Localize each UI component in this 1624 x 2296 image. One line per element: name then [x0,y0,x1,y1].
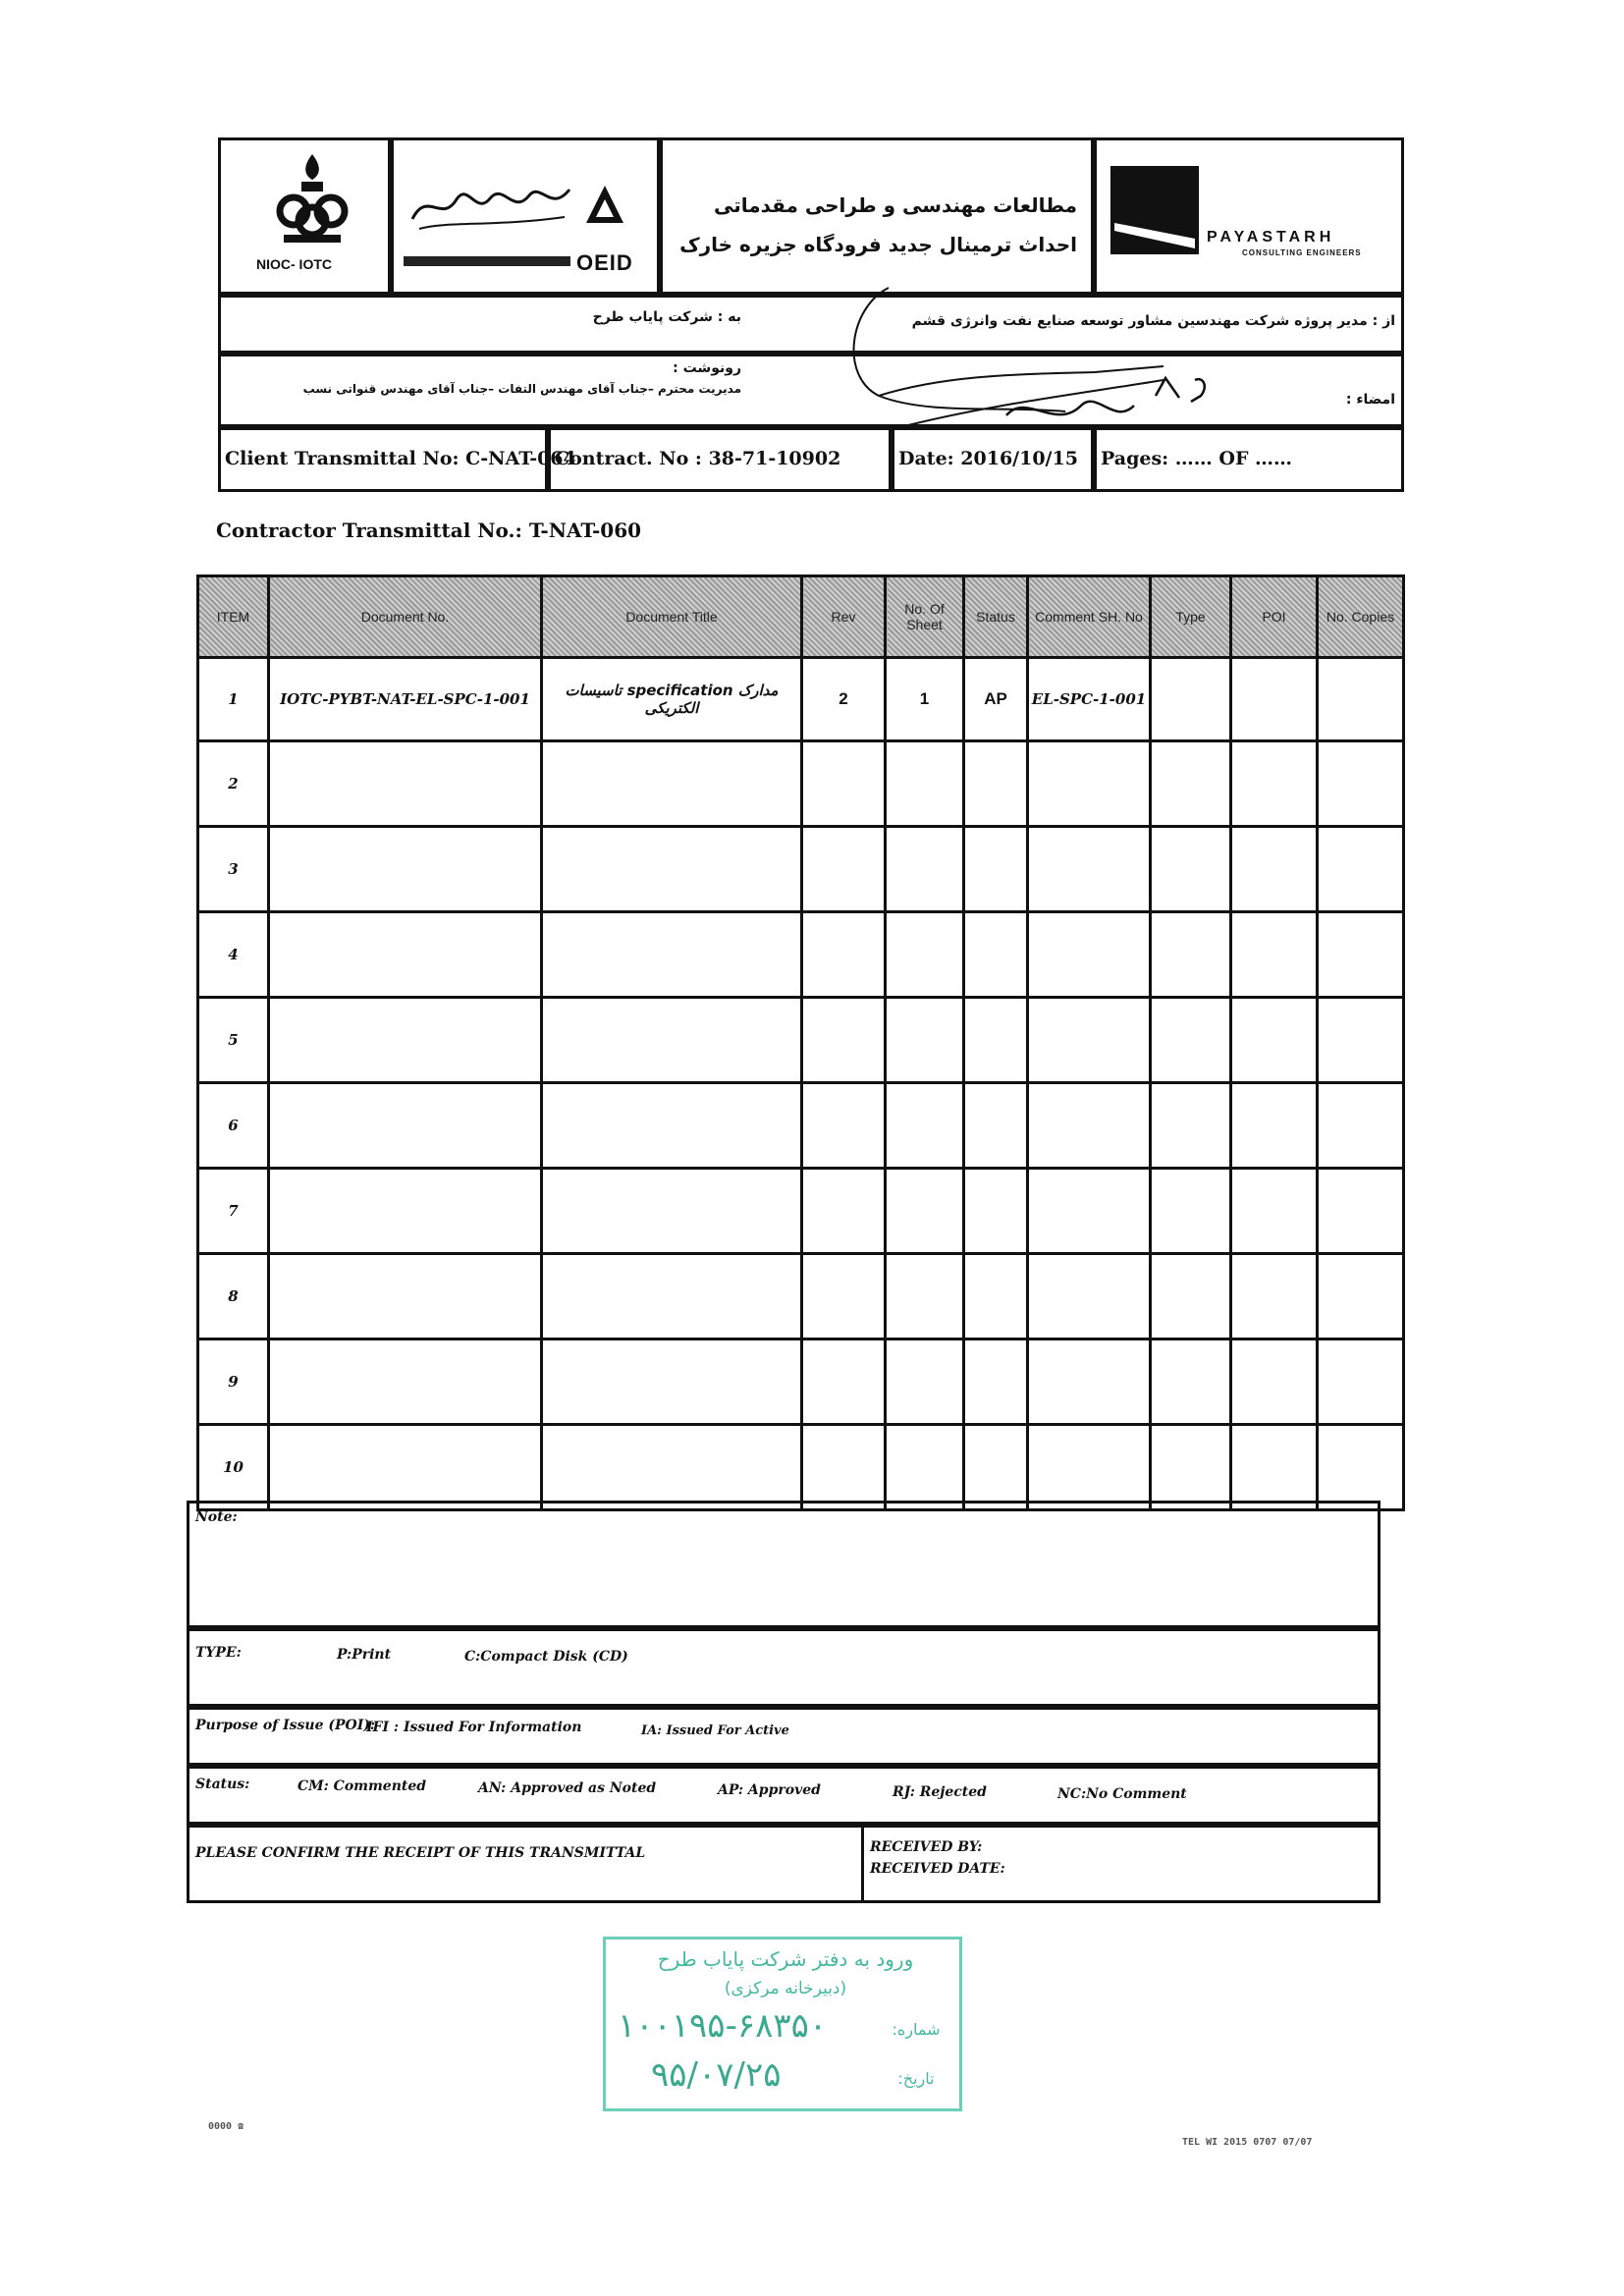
oeid-label: OEID [576,250,633,275]
table-row [198,1425,1404,1510]
oeid-triangle-icon [584,184,625,225]
receipt-stamp [603,1937,962,2111]
cell-type [1151,1339,1231,1425]
cell-title [542,1169,802,1254]
table-row [198,912,1404,998]
cell-rev [802,1169,886,1254]
type-print: P:Print [337,1647,392,1663]
cell-status [964,1169,1028,1254]
oeid-calligraphy-icon [407,170,574,239]
cell-doc-no [269,1425,542,1510]
cell-comment [1028,1083,1151,1169]
cell-type [1151,1169,1231,1254]
status-nc: NC:No Comment [1057,1786,1187,1802]
col-sheets: No. Of Sheet [886,576,964,658]
client-transmittal-cell [218,427,576,492]
transmittal-date: Date: 2016/10/15 [898,448,1078,469]
cell-rev [802,1425,886,1510]
cell-copies [1318,741,1404,827]
table-row [198,1339,1404,1425]
col-document-no: Document No. [269,576,542,658]
cell-poi [1231,998,1318,1083]
confirm-box [187,1825,864,1903]
cell-title [542,1339,802,1425]
cell-sheets [886,1339,964,1425]
cell-doc-no [269,1339,542,1425]
contractor-transmittal-no: Contractor Transmittal No.: T-NAT-060 [216,519,642,542]
cell-doc-no [269,912,542,998]
cell-title [542,1254,802,1339]
cell-doc-no: IOTC-PYBT-NAT-EL-SPC-1-001 [269,658,542,741]
oeid-banner-strip [404,256,570,266]
table-row [198,1169,1404,1254]
type-label: TYPE: [195,1645,242,1661]
col-copies: No. Copies [1318,576,1404,658]
cell-sheets [886,1254,964,1339]
col-rev: Rev [802,576,886,658]
cell-copies [1318,658,1404,741]
client-transmittal-no: Client Transmittal No: C-NAT-064 [225,448,576,469]
cell-poi [1231,827,1318,912]
table-row [198,1254,1404,1339]
col-type: Type [1151,576,1231,658]
table-row [198,998,1404,1083]
cell-type [1151,1254,1231,1339]
note-box [187,1501,1380,1628]
pages-cell [1094,427,1404,492]
cell-doc-no [269,1254,542,1339]
cell-sheets [886,1083,964,1169]
cell-type [1151,912,1231,998]
cell-sheets [886,998,964,1083]
cell-doc-no [269,998,542,1083]
to-field: به : شرکت پایاب طرح [592,309,741,325]
project-title: مطالعات مهندسی و طراحی مقدماتی احداث ترمینال جدید فرودگاه جزیره خارک [679,193,1077,256]
cell-rev [802,912,886,998]
cell-title [542,827,802,912]
cell-rev [802,1083,886,1169]
cell-comment: EL-SPC-1-001 [1028,658,1151,741]
cell-copies [1318,1169,1404,1254]
pages-count: Pages: …… OF …… [1101,448,1293,469]
cell-title [542,1425,802,1510]
received-by: RECEIVED BY: [870,1839,983,1855]
confirm-text: PLEASE CONFIRM THE RECEIPT OF THIS TRANSMITTAL [195,1845,646,1861]
col-comment-sheet: Comment SH. No [1028,576,1151,658]
nioc-logo-icon [272,150,352,260]
cc-label: رونوشت : [673,360,741,376]
stamp-date-label: تاریخ: [897,2069,935,2088]
cell-poi [1231,741,1318,827]
cell-type [1151,1425,1231,1510]
note-label: Note: [195,1509,238,1525]
cell-item: 6 [198,1083,269,1169]
cell-comment [1028,1254,1151,1339]
cell-sheets [886,741,964,827]
cell-rev [802,827,886,912]
col-status: Status [964,576,1028,658]
cell-sheets [886,1169,964,1254]
cell-sheets: 1 [886,658,964,741]
cell-item: 2 [198,741,269,827]
cell-comment [1028,998,1151,1083]
transmittal-header [218,137,1404,501]
cell-rev [802,998,886,1083]
status-ap: AP: Approved [718,1782,821,1798]
stamp-number-label: شماره: [892,2020,941,2039]
col-poi: POI [1231,576,1318,658]
cell-title [542,741,802,827]
stamp-number: ۱۰۰۱۹۵-۶۸۳۵۰ [618,2006,828,2046]
cell-status [964,998,1028,1083]
cell-comment [1028,1339,1151,1425]
cell-doc-no [269,827,542,912]
poi-ifi: IFI : Issued For Information [366,1720,582,1735]
cell-title: مدارک specification تاسیسات الکتریکی [542,658,802,741]
oeid-logo-cell [391,137,660,295]
cell-item: 5 [198,998,269,1083]
cell-doc-no [269,1083,542,1169]
date-cell [892,427,1094,492]
cell-poi [1231,912,1318,998]
poi-row [187,1707,1380,1766]
cell-status [964,1083,1028,1169]
cell-sheets [886,912,964,998]
cell-comment [1028,1169,1151,1254]
table-row [198,1083,1404,1169]
col-item: ITEM [198,576,269,658]
type-cd: C:Compact Disk (CD) [464,1649,628,1665]
status-rj: RJ: Rejected [893,1784,987,1800]
table-header-row [198,576,1404,658]
type-row [187,1628,1380,1707]
cell-poi [1231,1083,1318,1169]
table-row [198,827,1404,912]
cell-comment [1028,741,1151,827]
cell-status [964,1339,1028,1425]
nioc-label: NIOC- IOTC [256,256,332,272]
cell-comment [1028,827,1151,912]
cell-rev [802,741,886,827]
cell-item: 1 [198,658,269,741]
status-cm: CM: Commented [298,1778,427,1794]
cell-copies [1318,1339,1404,1425]
cell-title [542,912,802,998]
payastarh-logo-icon [1110,166,1199,254]
cell-comment [1028,912,1151,998]
cell-status [964,912,1028,998]
cell-item: 3 [198,827,269,912]
cell-status [964,827,1028,912]
cell-poi [1231,1254,1318,1339]
nioc-logo-cell [218,137,391,295]
col-document-title: Document Title [542,576,802,658]
document-table [196,574,1405,1511]
cc-recipients: مدیریت محترم –جناب آقای مهندس التفات –جناب آقای مهندس قنواتی نسب [302,382,741,396]
cell-type [1151,998,1231,1083]
cell-title [542,998,802,1083]
stamp-date: ۹۵/۰۷/۲۵ [651,2055,782,2095]
status-label: Status: [195,1777,250,1792]
cell-status [964,1254,1028,1339]
poi-label: Purpose of Issue (POI): [195,1718,376,1733]
cell-status [964,1425,1028,1510]
cell-copies [1318,1425,1404,1510]
cell-title [542,1083,802,1169]
poi-ia: IA: Issued For Active [641,1723,789,1738]
table-row [198,658,1404,741]
footer-right: TEL WI 2015 0707 07/07 [1182,2137,1313,2148]
cell-status [964,741,1028,827]
contract-no: Contract. No : 38-71-10902 [555,448,841,469]
cell-rev [802,1254,886,1339]
received-date: RECEIVED DATE: [870,1861,1005,1877]
footer-left: 0000 ☎ [208,2121,244,2132]
cell-item: 8 [198,1254,269,1339]
cell-item: 4 [198,912,269,998]
cell-poi [1231,1339,1318,1425]
table-row [198,741,1404,827]
from-field: از : مدیر پروژه شرکت مهندسین مشاور توسعه صنایع نفت وانرژی قشم [911,313,1395,329]
cell-type [1151,827,1231,912]
cell-comment [1028,1425,1151,1510]
payastarh-name: PAYASTARH [1207,229,1335,246]
status-row [187,1766,1380,1825]
cell-copies [1318,1254,1404,1339]
status-an: AN: Approved as Noted [478,1780,657,1796]
cell-copies [1318,827,1404,912]
cc-signature-row [218,354,1404,427]
cell-status: AP [964,658,1028,741]
cell-poi [1231,1169,1318,1254]
cell-type [1151,741,1231,827]
cell-type [1151,1083,1231,1169]
contract-cell [548,427,892,492]
cell-poi [1231,658,1318,741]
cell-copies [1318,912,1404,998]
signature-label: امضاء : [1345,392,1395,408]
received-box [861,1825,1380,1903]
cell-type [1151,658,1231,741]
cell-copies [1318,998,1404,1083]
payastarh-subtitle: CONSULTING ENGINEERS [1242,248,1362,257]
cell-rev [802,1339,886,1425]
cell-poi [1231,1425,1318,1510]
cell-item: 9 [198,1339,269,1425]
cell-rev: 2 [802,658,886,741]
stamp-line2: (دبیرخانه مرکزی) [724,1979,847,1998]
cell-doc-no [269,741,542,827]
cell-sheets [886,1425,964,1510]
cell-item: 10 [198,1425,269,1510]
cell-copies [1318,1083,1404,1169]
stamp-line1: ورود به دفتر شرکت پایاب طرح [657,1947,914,1971]
cell-doc-no [269,1169,542,1254]
cell-item: 7 [198,1169,269,1254]
cell-sheets [886,827,964,912]
